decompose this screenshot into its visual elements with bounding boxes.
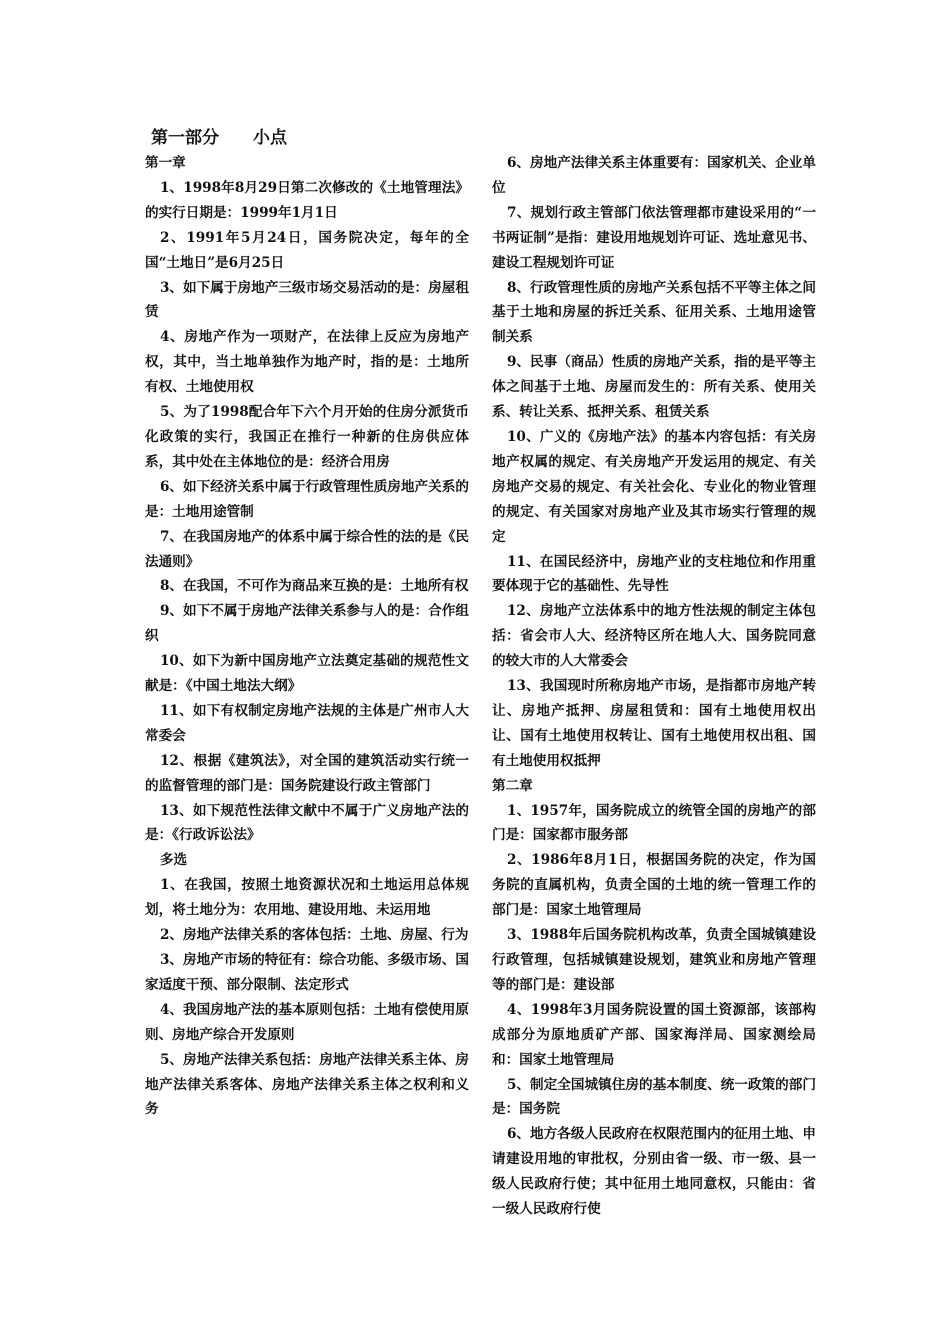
- list-item: 11、在国民经济中，房地产业的支柱地位和作用重要体现于它的基础性、先导性: [492, 553, 816, 595]
- list-item: 4、1998年3月国务院设置的国土资源部，该部构成部分为原地质矿产部、国家海洋局、国家测绘局和：国家土地管理局: [492, 1001, 816, 1068]
- list-item: 2、1991年5月24日，国务院决定，每年的全国“土地日”是6月25日: [145, 229, 469, 271]
- list-item: 1、1957年，国务院成立的统管全国的房地产的部门是：国家都市服务部: [492, 802, 816, 844]
- list-item: 9、如下不属于房地产法律关系参与人的是：合作组织: [145, 603, 469, 645]
- list-item: 11、如下有权制定房地产法规的主体是广州市人大常委会: [145, 702, 469, 744]
- list-item: 6、地方各级人民政府在权限范围内的征用土地、申请建设用地的审批权，分别由省一级、市一级、县一级人民政府行使；其中征用土地同意权，只能由：省一级人民政府行使: [492, 1126, 816, 1218]
- right-text-column: [492, 151, 816, 1222]
- left-text-column: [145, 151, 469, 1122]
- list-item: 7、在我国房地产的体系中属于综合性的法的是《民法通则》: [145, 528, 469, 570]
- chapter-heading: 第二章: [492, 777, 533, 794]
- part-title: 第一部分 小点: [151, 128, 287, 148]
- list-item: 12、房地产立法体系中的地方性法规的制定主体包括：省会市人大、经济特区所在地人大、国务院同意的较大市的人大常委会: [492, 603, 816, 670]
- list-item: 6、房地产法律关系主体重要有：国家机关、企业单位: [492, 155, 816, 196]
- list-item: 6、如下经济关系中属于行政管理性质房地产关系的是：土地用途管制: [145, 478, 469, 520]
- list-item: 4、房地产作为一项财产，在法律上反应为房地产权，其中，当土地单独作为地产时，指的是：土地所有权、土地使用权: [145, 329, 469, 396]
- list-item: 13、我国现时所称房地产市场，是指都市房地产转让、房地产抵押、房屋租赁和：国有土地使用权出让、国有土地使用权转让、国有土地使用权出租、国有土地使用权抵押: [492, 678, 816, 769]
- list-item: 8、在我国，不可作为商品来互换的是：土地所有权: [159, 578, 469, 595]
- list-item: 10、广义的《房地产法》的基本内容包括：有关房地产权属的规定、有关房地产开发运用的规定、有关房地产交易的规定、有关社会化、专业化的物业管理的规定、有关国家对房地产业及其市场实行管理的规定: [492, 428, 816, 545]
- list-item: 8、行政管理性质的房地产关系包括不平等主体之间基于土地和房屋的拆迁关系、征用关系、土地用途管制关系: [492, 279, 816, 346]
- section-subheading: 多选: [159, 852, 188, 869]
- list-item: 9、民事（商品）性质的房地产关系，指的是平等主体之间基于土地、房屋而发生的：所有关系、使用关系、转让关系、抵押关系、租赁关系: [492, 354, 816, 421]
- list-item: 5、为了1998配合年下六个月开始的住房分派货币化政策的实行，我国正在推行一种新的住房供应体系，其中处在主体地位的是：经济合用房: [145, 404, 469, 470]
- list-item: 3、1988年后国务院机构改革，负责全国城镇建设行政管理，包括城镇建设规划，建筑业和房地产管理等的部门是：建设部: [492, 927, 816, 993]
- list-item: 1、在我国，按照土地资源状况和土地运用总体规划，将土地分为：农用地、建设用地、未运用地: [145, 877, 469, 919]
- list-item: 13、如下规范性法律文献中不属于广义房地产法的是：《行政诉讼法》: [145, 802, 469, 844]
- list-item: 5、房地产法律关系包括：房地产法律关系主体、房地产法律关系客体、房地产法律关系主体之权利和义务: [145, 1051, 469, 1118]
- chapter-heading: 第一章: [145, 155, 186, 171]
- list-item: 3、如下属于房地产三级市场交易活动的是：房屋租赁: [145, 279, 469, 321]
- list-item: 10、如下为新中国房地产立法奠定基础的规范性文献是：《中国土地法大纲》: [145, 653, 469, 695]
- list-item: 2、1986年8月1日，根据国务院的决定，作为国务院的直属机构，负责全国的土地的统一管理工作的部门是：国家土地管理局: [492, 852, 816, 919]
- list-item: 2、房地产法律关系的客体包括：土地、房屋、行为: [159, 927, 469, 944]
- list-item: 5、制定全国城镇住房的基本制度、统一政策的部门是：国务院: [492, 1076, 816, 1118]
- list-item: 3、房地产市场的特征有：综合功能、多级市场、国家适度干预、部分限制、法定形式: [145, 952, 469, 993]
- list-item: 7、规划行政主管部门依法管理都市建设采用的“一书两证制”是指：建设用地规划许可证、选址意见书、建设工程规划许可证: [492, 204, 816, 271]
- list-item: 4、我国房地产法的基本原则包括：土地有偿使用原则、房地产综合开发原则: [145, 1001, 469, 1043]
- list-item: 1、1998年8月29日第二次修改的《土地管理法》的实行日期是：1999年1月1日: [145, 179, 469, 221]
- list-item: 12、根据《建筑法》，对全国的建筑活动实行统一的监督管理的部门是：国务院建设行政主管部门: [145, 752, 469, 794]
